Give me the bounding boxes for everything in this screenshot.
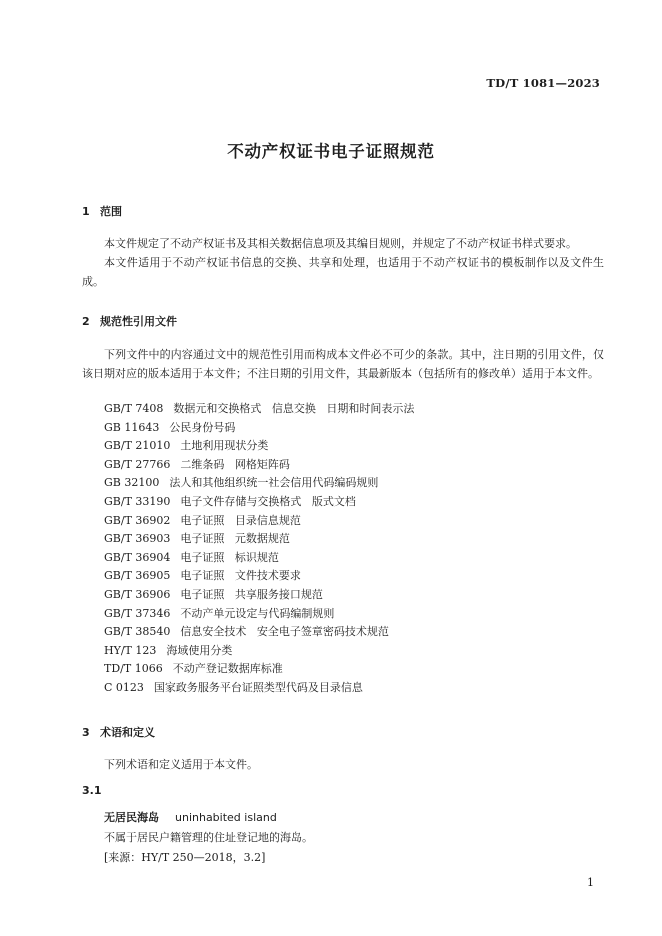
reference-item	[104, 419, 414, 438]
reference-item	[104, 642, 414, 661]
scope-paragraph-2: 本文件适用于不动产权证书信息的交换、共享和处理，也适用于不动产权证书的模板制作以及文件生成。	[82, 256, 604, 288]
reference-item	[104, 512, 414, 531]
reference-name: 二维条码 网格矩阵码	[180, 457, 290, 471]
reference-item	[104, 474, 414, 493]
section-1-heading	[82, 203, 122, 219]
reference-name: 电子证照 文件技术要求	[180, 569, 301, 583]
reference-item	[104, 456, 414, 475]
terms-intro: 下列术语和定义适用于本文件。	[104, 758, 258, 771]
reference-name: 海域使用分类	[166, 643, 233, 657]
reference-item	[104, 530, 414, 549]
reference-item	[104, 437, 414, 456]
reference-name: 数据元和交换格式 信息交换 日期和时间表示法	[173, 402, 415, 415]
term-definition: 不属于居民户籍管理的住址登记地的海岛。	[104, 831, 313, 844]
reference-code: GB/T 36905	[104, 569, 171, 583]
reference-name: 电子证照 元数据规范	[180, 532, 290, 546]
reference-code: GB/T 36902	[104, 513, 171, 527]
reference-code: GB/T 36906	[104, 587, 171, 601]
section-1-number: 1	[82, 205, 90, 218]
section-2-title: 规范性引用文件	[100, 315, 177, 328]
reference-item	[104, 660, 414, 679]
scope-paragraph-1: 本文件规定了不动产权证书及其相关数据信息项及其编目规则，并规定了不动产权证书样式要求。	[104, 237, 577, 250]
term-english: uninhabited island	[175, 811, 277, 824]
reference-name: 电子证照 目录信息规范	[180, 513, 301, 527]
reference-code: GB/T 7408	[104, 402, 164, 415]
document-title: 不动产权证书电子证照规范	[227, 142, 435, 161]
reference-item	[104, 549, 414, 568]
reference-code: GB/T 21010	[104, 439, 171, 453]
reference-code: GB 11643	[104, 420, 160, 434]
section-3-heading	[82, 724, 155, 740]
section-2-heading	[82, 313, 177, 329]
reference-item	[104, 586, 414, 605]
reference-item	[104, 493, 414, 512]
section-3-number: 3	[82, 726, 90, 739]
reference-name: 公民身份号码	[169, 420, 236, 434]
reference-code: TD/T 1066	[104, 662, 163, 676]
reference-code: GB/T 38540	[104, 625, 171, 639]
reference-code: GB/T 36903	[104, 532, 171, 546]
reference-name: 信息安全技术 安全电子签章密码技术规范	[180, 625, 389, 639]
reference-item	[104, 679, 414, 698]
reference-item	[104, 567, 414, 586]
page-number: 1	[587, 876, 594, 889]
reference-item	[104, 400, 414, 419]
reference-name: 国家政务服务平台证照类型代码及目录信息	[153, 680, 363, 694]
reference-name: 土地利用现状分类	[180, 439, 269, 453]
reference-name: 电子证照 标识规范	[180, 550, 279, 564]
reference-name: 法人和其他组织统一社会信用代码编码规则	[169, 476, 379, 490]
reference-item	[104, 605, 414, 624]
reference-code: GB/T 27766	[104, 457, 171, 471]
reference-list	[104, 400, 414, 698]
section-1-title: 范围	[100, 205, 122, 218]
document-code: TD/T 1081—2023	[486, 76, 600, 90]
section-3-title: 术语和定义	[100, 726, 155, 739]
term-heading	[104, 809, 277, 825]
reference-code: GB/T 36904	[104, 550, 171, 564]
reference-code: GB 32100	[104, 476, 160, 490]
reference-code: C 0123	[104, 680, 144, 694]
reference-code: GB/T 37346	[104, 606, 171, 620]
term-source: [来源：HY/T 250—2018，3.2]	[104, 851, 266, 864]
term-chinese: 无居民海岛	[104, 811, 159, 824]
reference-name: 不动产单元设定与代码编制规则	[180, 606, 335, 620]
term-number: 3.1	[82, 784, 102, 797]
references-intro: 下列文件中的内容通过文中的规范性引用而构成本文件必不可少的条款。其中，注日期的引用文件，仅该日期对应的版本适用于本文件；不注日期的引用文件，其最新版本（包括所有的修改单）适用于本文件。	[82, 348, 604, 380]
reference-name: 不动产登记数据库标准	[172, 662, 283, 676]
reference-name: 电子文件存储与交换格式 版式文档	[180, 494, 356, 508]
reference-code: HY/T 123	[104, 643, 157, 657]
reference-code: GB/T 33190	[104, 494, 171, 508]
section-2-number: 2	[82, 315, 90, 328]
reference-item	[104, 623, 414, 642]
reference-name: 电子证照 共享服务接口规范	[180, 587, 323, 601]
